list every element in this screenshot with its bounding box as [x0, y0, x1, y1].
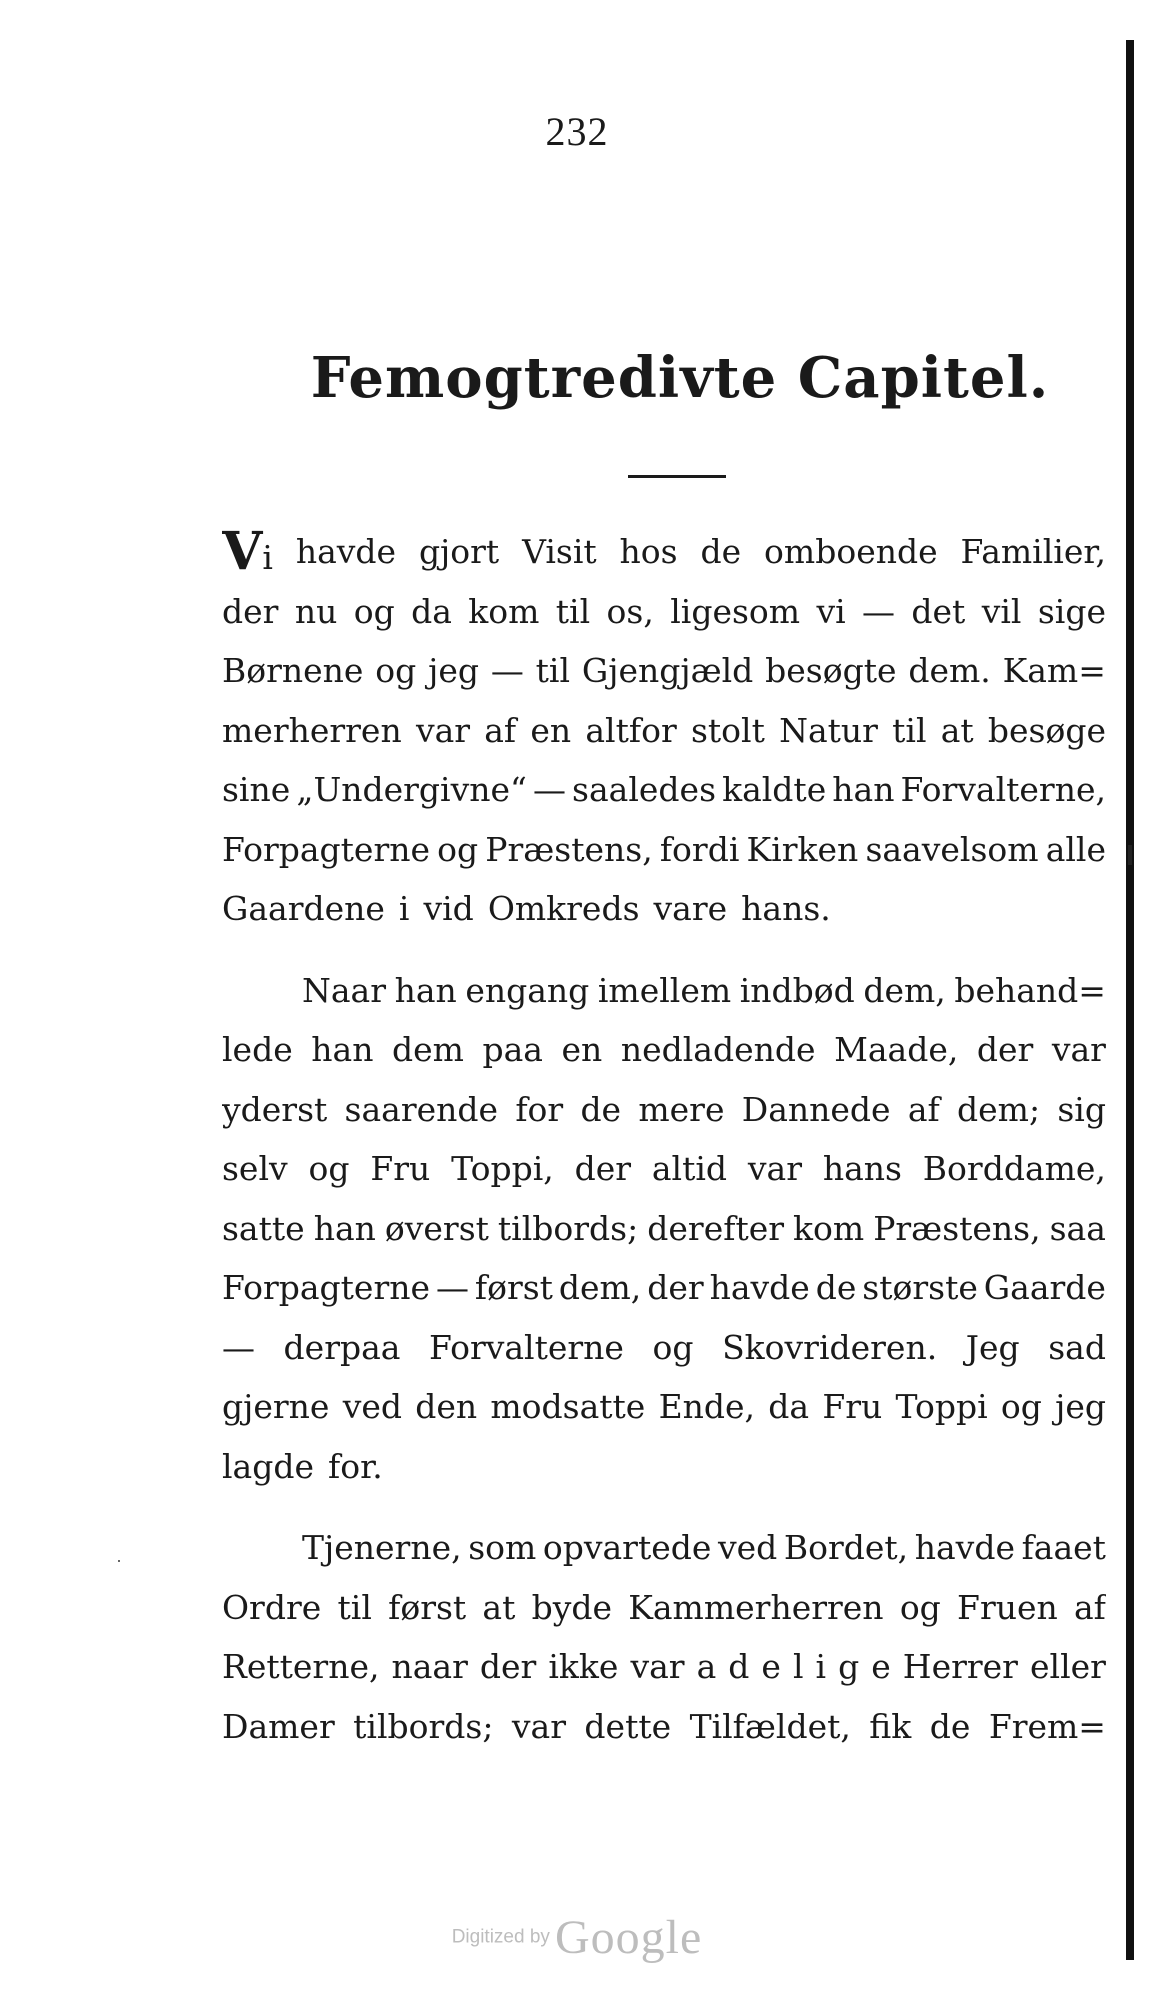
- chapter-title: Femogtredivte Capitel.: [310, 345, 1050, 411]
- title-divider: [628, 475, 726, 478]
- text-line: Forpagterne — først dem, der havde de største Gaarde: [222, 1268, 1106, 1307]
- page-number: 232: [545, 109, 609, 154]
- text-line: Forpagterne og Præstens, fordi Kirken saavelsom alle: [222, 829, 1106, 869]
- text-line: lede han dem paa en nedladende Maade, der var: [222, 1030, 1106, 1069]
- text-line: Retterne, naar der ikke var a d e l i g e Herrer eller: [222, 1647, 1106, 1686]
- text-line: der nu og da kom til os, ligesom vi — det vil sige: [222, 591, 1106, 631]
- text-line: Gaardene i vid Omkreds vare hans.: [222, 889, 831, 928]
- text-line: Ordre til først at byde Kammerherren og Fruen af: [222, 1587, 1106, 1627]
- text-line: merherren var af en altfor stolt Natur til at besøge: [222, 710, 1106, 750]
- text-line: Vi havde gjort Visit hos de omboende Familier,: [222, 530, 1106, 578]
- text-line: satte han øverst tilbords; derefter kom Præstens, saa: [222, 1208, 1106, 1248]
- text-line: gjerne ved den modsatte Ende, da Fru Toppi og jeg: [222, 1387, 1106, 1426]
- google-logo: Google: [555, 1911, 703, 1964]
- text-line: Damer tilbords; var dette Tilfældet, fik de Frem=: [222, 1706, 1106, 1746]
- text-line: Tjenerne, som opvartede ved Bordet, havde faaet: [302, 1528, 1106, 1567]
- text-line: lagde for.: [222, 1446, 383, 1486]
- text-line: sine „Undergivne“ — saaledes kaldte han Forvalterne,: [222, 770, 1106, 809]
- text-line: selv og Fru Toppi, der altid var hans Borddame,: [222, 1149, 1106, 1188]
- digitized-label: Digitized by: [451, 1926, 550, 1948]
- margin-mark: [1128, 845, 1132, 865]
- margin-speck: [118, 1560, 120, 1562]
- page-edge-border: [1126, 40, 1134, 1960]
- text-line: Børnene og jeg — til Gjengjæld besøgte dem. Kam=: [222, 651, 1106, 690]
- digitized-by-google-watermark: [0, 1910, 1154, 1965]
- text-line: yderst saarende for de mere Dannede af dem; sig: [222, 1089, 1106, 1129]
- text-line: Naar han engang imellem indbød dem, behand=: [302, 970, 1106, 1010]
- text-line: — derpaa Forvalterne og Skovrideren. Jeg sad: [222, 1327, 1106, 1367]
